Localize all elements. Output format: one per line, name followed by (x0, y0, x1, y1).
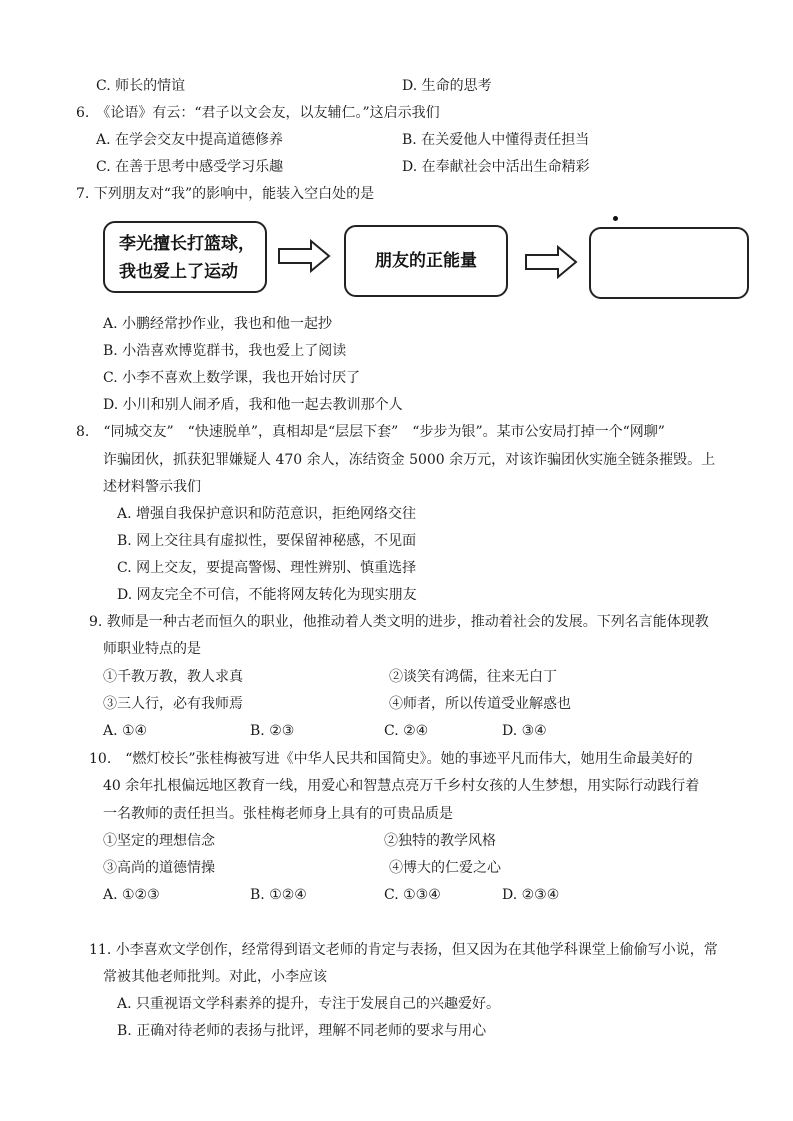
q10-statement-4: ④博大的仁爱之心 (389, 860, 501, 876)
q10-option-b: B. ①②④ (250, 887, 307, 903)
q10-option-c: C. ①③④ (384, 887, 441, 903)
q7-option-b: B. 小浩喜欢博览群书，我也爱上了阅读 (103, 343, 347, 359)
q7-box-example-line1: 李光擅长打篮球， (119, 234, 255, 254)
q11-option-a: A. 只重视语文学科素养的提升，专注于发展自己的兴趣爱好。 (117, 996, 501, 1012)
q6-stem: 6. 《论语》有云：“君子以文会友，以友辅仁。”这启示我们 (76, 105, 440, 121)
q8-option-a: A. 增强自我保护意识和防范意识，拒绝网络交往 (117, 506, 417, 522)
q7-arrow-right-icon-2 (524, 244, 578, 280)
q11-stem-line1: 11. 小李喜欢文学创作，经常得到语文老师的肯定与表扬，但又因为在其他学科课堂上偷偷写小说，常 (89, 942, 718, 958)
q7-box-blank (589, 227, 749, 299)
q10-stem-line3: 一名教师的责任担当。张桂梅老师身上具有的可贵品质是 (103, 806, 453, 822)
q9-option-a: A. ①④ (103, 723, 148, 739)
q9-option-d: D. ③④ (502, 723, 547, 739)
q10-stem-line1: 10. “燃灯校长”张桂梅被写进《中华人民共和国简史》。她的事迹平凡而伟大，她用生命最美好的 (89, 751, 693, 767)
q7-box-example (103, 221, 267, 293)
q9-stem-line2: 师职业特点的是 (103, 641, 201, 657)
q9-statement-1: ①千教万教，教人求真 (103, 669, 243, 685)
q6-option-d: D. 在奉献社会中活出生命精彩 (402, 159, 590, 175)
q9-statement-3: ③三人行，必有我师焉 (103, 696, 243, 712)
q10-option-d: D. ②③④ (502, 887, 560, 903)
q9-statement-2: ②谈笑有鸿儒，往来无白丁 (389, 669, 557, 685)
q8-option-b: B. 网上交往具有虚拟性，要保留神秘感，不见面 (117, 533, 417, 549)
q5-option-c: C. 师长的情谊 (96, 78, 186, 94)
q7-box-positive-energy (344, 225, 508, 297)
q6-option-c: C. 在善于思考中感受学习乐趣 (96, 159, 284, 175)
ink-dot (613, 216, 618, 221)
q7-option-a: A. 小鹏经常抄作业，我也和他一起抄 (103, 316, 333, 332)
q7-box-positive-energy-label: 朋友的正能量 (375, 251, 477, 271)
q8-stem-line2: 诈骗团伙，抓获犯罪嫌疑人 470 余人，冻结资金 5000 余万元，对该诈骗团伙实施全链条摧毁。上 (103, 452, 716, 468)
q9-option-c: C. ②④ (384, 723, 429, 739)
q8-option-d: D. 网友完全不可信，不能将网友转化为现实朋友 (117, 587, 417, 603)
q11-option-b: B. 正确对待老师的表扬与批评，理解不同老师的要求与用心 (117, 1023, 487, 1039)
q10-stem-line2: 40 余年扎根偏远地区教育一线，用爱心和智慧点亮万千乡村女孩的人生梦想，用实际行动践行着 (103, 778, 700, 794)
q7-box-example-line2: 我也爱上了运动 (119, 262, 238, 282)
q7-arrow-right-icon (277, 238, 331, 274)
q11-stem-line2: 常被其他老师批判。对此，小李应该 (103, 969, 327, 985)
q7-option-c: C. 小李不喜欢上数学课，我也开始讨厌了 (103, 370, 361, 386)
q8-stem-line1: 8. “同城交友” “快速脱单”，真相却是“层层下套” “步步为银”。某市公安局打掉一个“网聊” (76, 424, 665, 440)
q6-option-a: A. 在学会交友中提高道德修养 (96, 132, 284, 148)
q9-option-b: B. ②③ (250, 723, 295, 739)
q8-stem-line3: 述材料警示我们 (103, 479, 201, 495)
q9-stem-line1: 9. 教师是一种古老而恒久的职业，他推动着人类文明的进步，推动着社会的发展。下列名言能体现教 (89, 614, 709, 630)
q10-statement-1: ①坚定的理想信念 (103, 833, 215, 849)
q10-statement-2: ②独特的教学风格 (384, 833, 496, 849)
q6-option-b: B. 在关爱他人中懂得责任担当 (402, 132, 590, 148)
q7-option-d: D. 小川和别人闹矛盾，我和他一起去教训那个人 (103, 397, 403, 413)
q9-statement-4: ④师者，所以传道受业解惑也 (389, 696, 571, 712)
q5-option-d: D. 生命的思考 (402, 78, 492, 94)
q10-statement-3: ③高尚的道德情操 (103, 860, 215, 876)
q10-option-a: A. ①②③ (103, 887, 160, 903)
q8-option-c: C. 网上交友，要提高警惕、理性辨别、慎重选择 (117, 560, 417, 576)
q7-stem: 7. 下列朋友对“我”的影响中，能装入空白处的是 (76, 186, 375, 202)
